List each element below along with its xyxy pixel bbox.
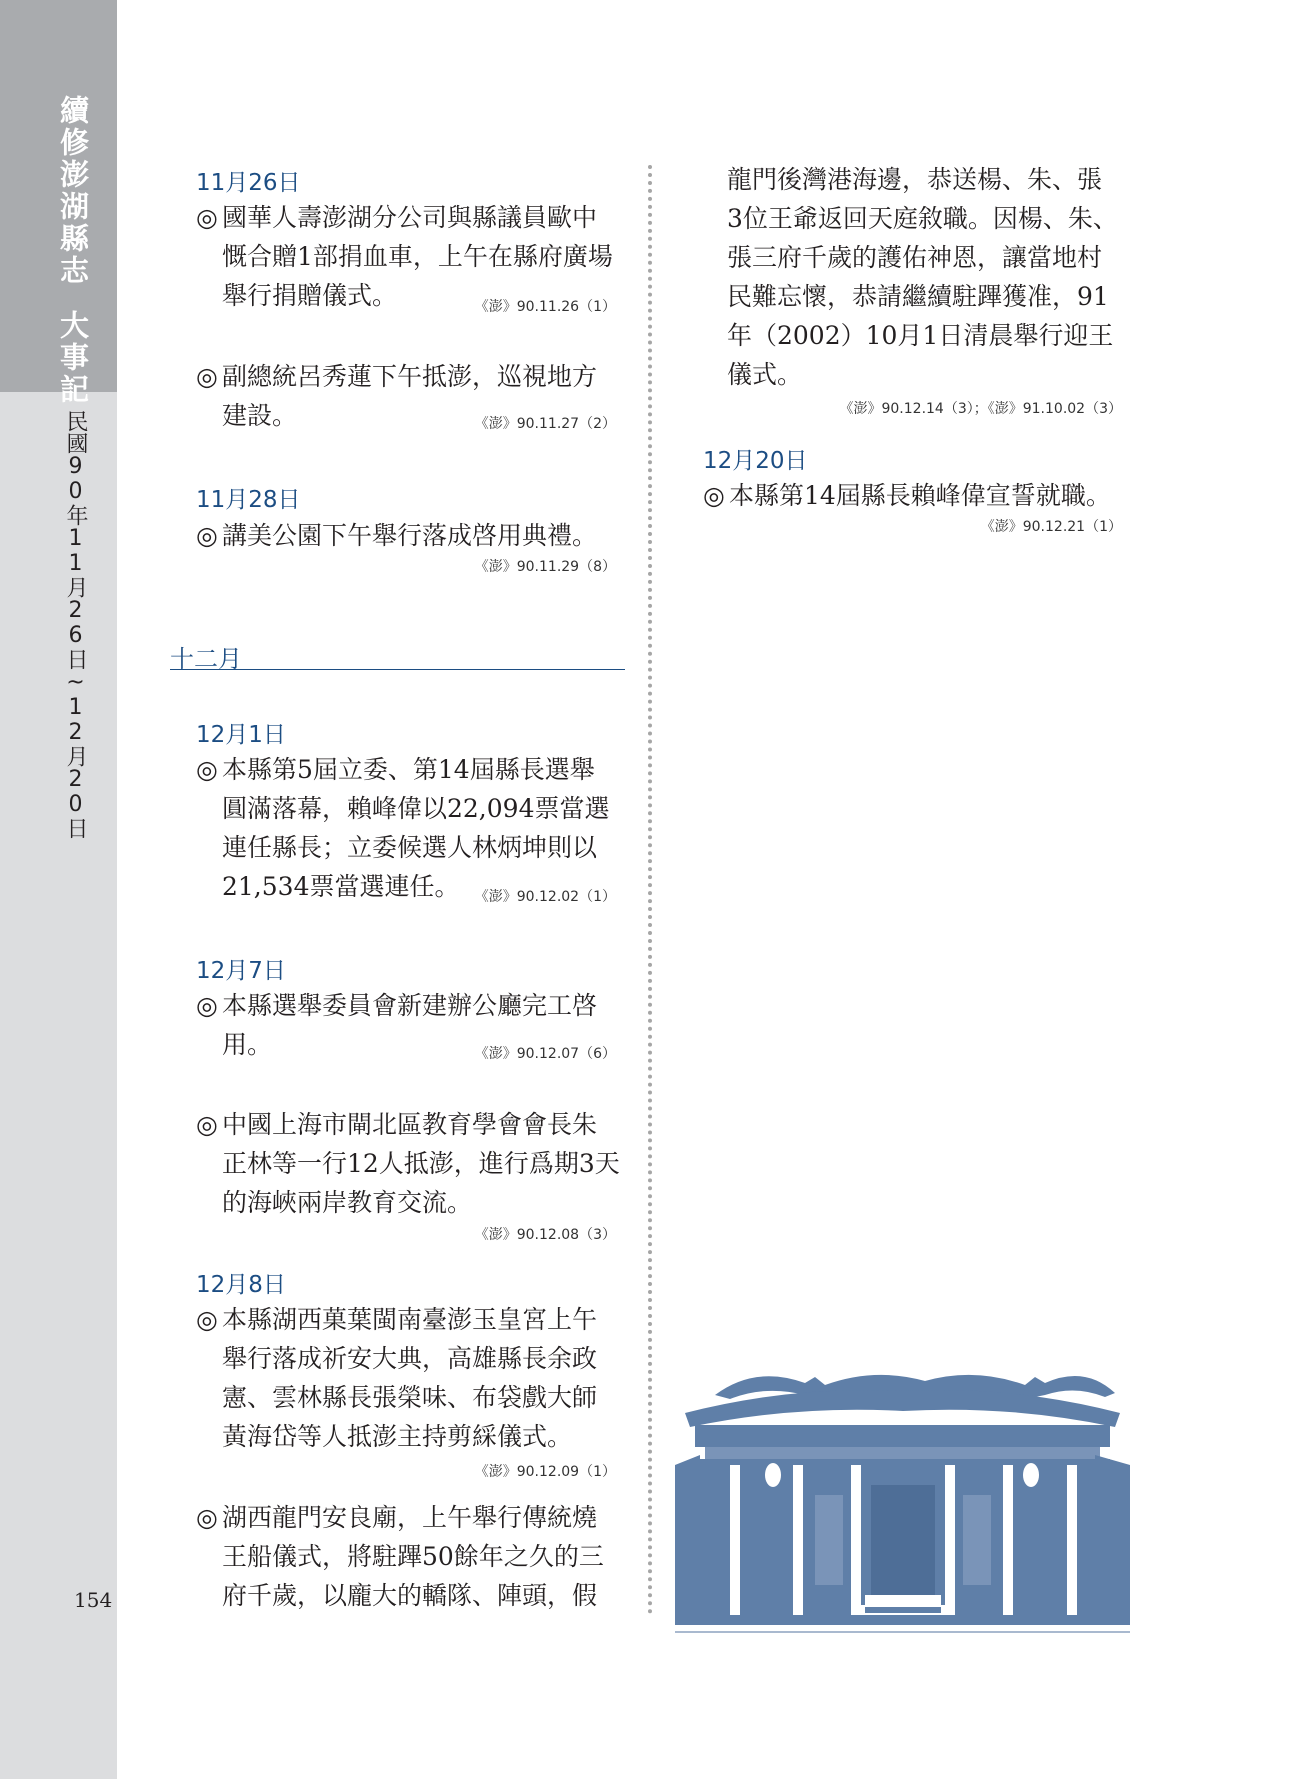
- entry-line: 用。: [222, 1030, 273, 1059]
- entry-line: 的海峽兩岸教育交流。: [222, 1188, 473, 1217]
- entry-line: 年（2002）10月1日清晨舉行迎王: [727, 321, 1114, 350]
- entry-line: 21,534票當選連任。: [222, 872, 460, 901]
- column-divider: [648, 165, 652, 1615]
- source-citation: 《澎》90.11.27（2）: [474, 416, 616, 432]
- bullet-icon: ◎: [196, 1110, 218, 1139]
- entry-line: 黃海岱等人抵澎主持剪綵儀式。: [222, 1422, 573, 1451]
- source-citation: 《澎》90.12.08（3）: [474, 1227, 616, 1243]
- event-entry: [196, 516, 636, 555]
- date-heading: 12月7日: [196, 958, 286, 984]
- entry-line: 建設。: [222, 401, 298, 430]
- entry-line: 慨合贈1部捐血車，上午在縣府廣場: [222, 242, 613, 271]
- source-citation: 《澎》90.12.07（6）: [474, 1046, 616, 1062]
- entry-line: 副總統呂秀蓮下午抵澎，巡視地方: [222, 362, 598, 391]
- bullet-icon: ◎: [196, 1305, 218, 1334]
- date-heading: 12月1日: [196, 722, 286, 748]
- bullet-icon: ◎: [196, 755, 218, 784]
- bullet-icon: ◎: [196, 1503, 218, 1532]
- month-heading: 十二月: [170, 645, 242, 673]
- source-citation: 《澎》90.11.26（1）: [474, 299, 616, 315]
- entry-line: 3位王爺返回天庭敘職。因楊、朱、: [727, 204, 1118, 233]
- page-number: 154: [74, 1588, 113, 1612]
- date-range: 民國90年11月26日~12月20日: [63, 410, 88, 839]
- event-entry: [196, 1498, 636, 1615]
- entry-line: 國華人壽澎湖分公司與縣議員歐中: [222, 203, 598, 232]
- entry-line: 講美公園下午舉行落成啓用典禮。: [222, 521, 598, 550]
- event-entry-continued: [727, 160, 1147, 394]
- source-citation: 《澎》90.12.21（1）: [980, 519, 1122, 535]
- date-heading: 12月20日: [703, 448, 808, 474]
- entry-line: 憲、雲林縣長張榮味、布袋戲大師: [222, 1383, 598, 1412]
- book-title: 續修澎湖縣志: [56, 95, 90, 287]
- bullet-icon: ◎: [703, 481, 725, 510]
- entry-line: 本縣第14屆縣長賴峰偉宣誓就職。: [729, 481, 1111, 510]
- bullet-icon: ◎: [196, 991, 218, 1020]
- event-entry: [196, 1300, 636, 1456]
- entry-line: 中國上海市閘北區教育學會會長朱: [222, 1110, 598, 1139]
- bullet-icon: ◎: [196, 203, 218, 232]
- date-heading: 11月28日: [196, 487, 301, 513]
- entry-line: 正林等一行12人抵澎，進行爲期3天: [222, 1149, 620, 1178]
- entry-line: 湖西龍門安良廟，上午舉行傳統燒: [222, 1503, 598, 1532]
- bullet-icon: ◎: [196, 521, 218, 550]
- entry-line: 民難忘懷，恭請繼續駐蹕獲准，91: [727, 282, 1109, 311]
- entry-line: 舉行捐贈儀式。: [222, 281, 398, 310]
- entry-line: 張三府千歲的護佑神恩，讓當地村: [727, 243, 1103, 272]
- entry-line: 舉行落成祈安大典，高雄縣長余政: [222, 1344, 598, 1373]
- entry-line: 儀式。: [727, 360, 803, 389]
- chapter-title: 大事記: [56, 310, 90, 406]
- entry-line: 本縣選舉委員會新建辦公廳完工啓: [222, 991, 598, 1020]
- entry-line: 龍門後灣港海邊，恭送楊、朱、張: [727, 165, 1103, 194]
- date-heading: 12月8日: [196, 1272, 286, 1298]
- entry-line: 府千歲，以龐大的轎隊、陣頭，假: [222, 1581, 598, 1610]
- entry-line: 本縣湖西菓葉閩南臺澎玉皇宮上午: [222, 1305, 598, 1334]
- temple-photo: [675, 1355, 1130, 1655]
- date-heading: 11月26日: [196, 170, 301, 196]
- source-citation: 《澎》90.12.09（1）: [474, 1464, 616, 1480]
- source-citation: 《澎》90.12.14（3）；《澎》91.10.02（3）: [839, 401, 1122, 417]
- entry-line: 本縣第5屆立委、第14屆縣長選舉: [222, 755, 595, 784]
- entry-line: 連任縣長；立委候選人林炳坤則以: [222, 833, 598, 862]
- entry-line: 圓滿落幕，賴峰偉以22,094票當選: [222, 794, 610, 823]
- source-citation: 《澎》90.12.02（1）: [474, 889, 616, 905]
- source-citation: 《澎》90.11.29（8）: [474, 559, 616, 575]
- event-entry: [196, 750, 636, 906]
- month-rule: [170, 669, 625, 670]
- entry-line: 王船儀式，將駐蹕50餘年之久的三: [222, 1542, 604, 1571]
- event-entry: [703, 476, 1143, 515]
- event-entry: [196, 1105, 636, 1222]
- bullet-icon: ◎: [196, 362, 218, 391]
- sidebar: [0, 0, 117, 1779]
